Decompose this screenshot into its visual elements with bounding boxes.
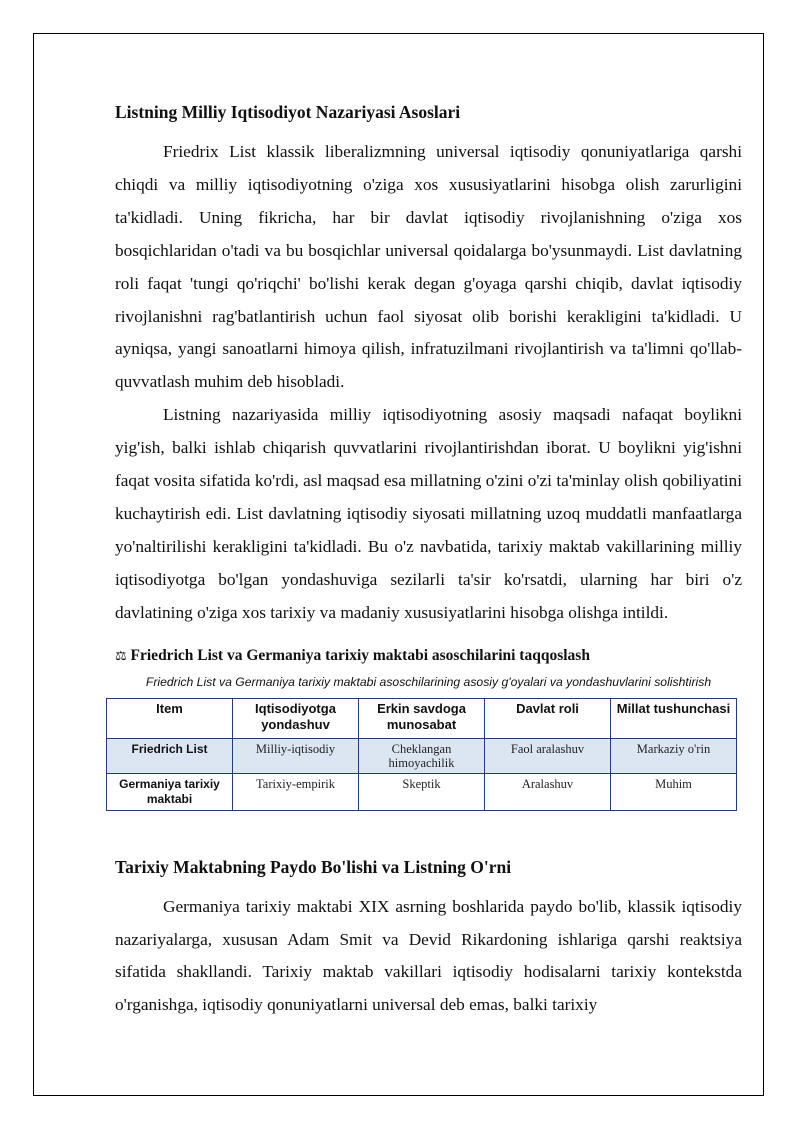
table-cell: Skeptik	[359, 773, 485, 810]
column-header: Erkin savdoga munosabat	[359, 698, 485, 738]
table-row	[107, 738, 737, 773]
section-heading-historical-school: Tarixiy Maktabning Paydo Bo'lishi va Listning O'rni	[115, 856, 512, 877]
table-cell: Aralashuv	[485, 773, 611, 810]
table-header-row	[107, 698, 737, 738]
column-header: Millat tushunchasi	[611, 698, 737, 738]
comparison-table	[106, 698, 737, 811]
column-header: Iqtisodiyotga yondashuv	[233, 698, 359, 738]
table-cell: Faol aralashuv	[485, 738, 611, 773]
document-body	[115, 98, 742, 1022]
table-cell: Cheklangan himoyachilik	[359, 738, 485, 773]
paragraph-list-1: Friedrix List klassik liberalizmning universal iqtisodiy qonuniyatlariga qarshi chiqdi va milliy iqtisodiyotning o'ziga xos xususiyatlarini hisobga olish zarurligini ta'kidladi. Uning fikricha, har bir davlat iqtisodiy rivojlanishning o'ziga xos bosqichlaridan o'tadi va bu bosqichlar universal qoidalarga bo'ysunmaydi. List davlatning roli faqat 'tungi qo'riqchi' bo'lishi kerak degan g'oyaga qarshi chiqib, davlat iqtisodiy rivojlanishni rag'batlantirish uchun faol siyosat olib borishi kerakligini ta'kidladi. U ayniqsa, yangi sanoatlarni himoya qilish, infratuzilmani rivojlantirish va ta'limni qo'llab-quvvatlash muhim deb hisobladi.	[115, 142, 742, 392]
table-caption: Friedrich List va Germaniya tarixiy maktabi asoschilarining asosiy g'oyalari va yondashuvlarini solishtirish	[145, 674, 712, 689]
paragraph-school-1: Germaniya tarixiy maktabi XIX asrning boshlarida paydo bo'lib, klassik iqtisodiy nazariyalarga, xususan Adam Smit va Devid Rikardoning ishlariga qarshi reaktsiya sifatida shakllandi. Tarixiy maktab vakillari iqtisodiy hodisalarni tarixiy kontekstda o'rganishga, iqtisodiy qonuniyatlarni universal deb emas, balki tarixiy	[115, 896, 742, 1015]
row-label: Germaniya tarixiy maktabi	[107, 773, 233, 810]
table-cell: Milliy-iqtisodiy	[233, 738, 359, 773]
column-header: Item	[107, 698, 233, 738]
section-heading-list-theory: Listning Milliy Iqtisodiyot Nazariyasi Asoslari	[115, 102, 461, 122]
table-row	[107, 773, 737, 810]
table-title	[115, 645, 742, 668]
column-header: Davlat roli	[485, 698, 611, 738]
table-title-text: Friedrich List va Germaniya tarixiy maktabi asoschilarini taqqoslash	[130, 646, 590, 664]
paragraph-list-2: Listning nazariyasida milliy iqtisodiyotning asosiy maqsadi nafaqat boylikni yig'ish, balki ishlab chiqarish quvvatlarini rivojlantirishdan iborat. U boylikni yig'ishni faqat vosita sifatida ko'rdi, asl maqsad esa millatning o'zini o'zi ta'minlay olish qobiliyatini kuchaytirish edi. List davlatning iqtisodiy siyosati millatning uzoq muddatli manfaatlarga yo'naltirilishi kerakligini ta'kidladi. Bu o'z navbatida, tarixiy maktab vakillarining milliy iqtisodiyotga bo'lgan yondashuviga sezilarli ta'sir ko'rsatdi, ularning har biri o'z davlatining o'ziga xos tarixiy va madaniy xususiyatlarini hisobga olishga intildi.	[115, 405, 742, 622]
table-cell: Tarixiy-empirik	[233, 773, 359, 810]
row-label: Friedrich List	[107, 738, 233, 773]
table-cell: Markaziy o'rin	[611, 738, 737, 773]
table-cell: Muhim	[611, 773, 737, 810]
scale-icon: ⚖	[115, 648, 127, 664]
